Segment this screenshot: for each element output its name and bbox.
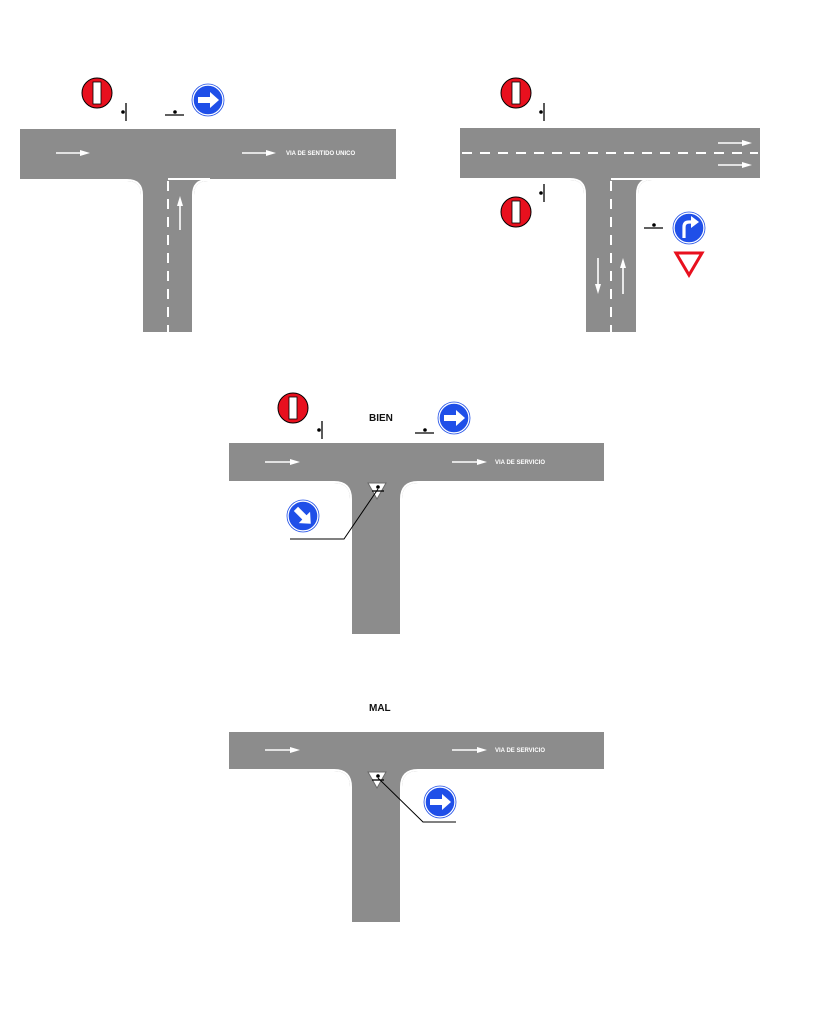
diagram-4-mal: [229, 703, 604, 922]
keep-right-sign-icon: [287, 500, 319, 532]
mandatory-right-sign-icon: [424, 786, 456, 818]
no-entry-sign-icon: [82, 78, 112, 108]
no-entry-sign-icon: [501, 78, 531, 108]
mandatory-right-sign-icon: [438, 402, 470, 434]
road-label: VIA DE SERVICIO: [495, 748, 546, 754]
mandatory-right-sign-icon: [192, 84, 224, 116]
diagram-2-two-way-road: [460, 78, 760, 332]
diagram-1-one-way-road: [20, 78, 396, 332]
yield-sign-icon: [676, 253, 702, 275]
road-label: VIA DE SERVICIO: [495, 460, 546, 466]
road-label: VIA DE SENTIDO UNICO: [286, 151, 356, 157]
no-entry-sign-icon: [278, 393, 308, 423]
mandatory-turn-right-sign-icon: [673, 212, 705, 244]
no-entry-sign-icon: [501, 197, 531, 227]
diagram-title: MAL: [369, 703, 391, 714]
diagram-title: BIEN: [369, 413, 393, 424]
diagram-3-bien: [229, 393, 604, 634]
